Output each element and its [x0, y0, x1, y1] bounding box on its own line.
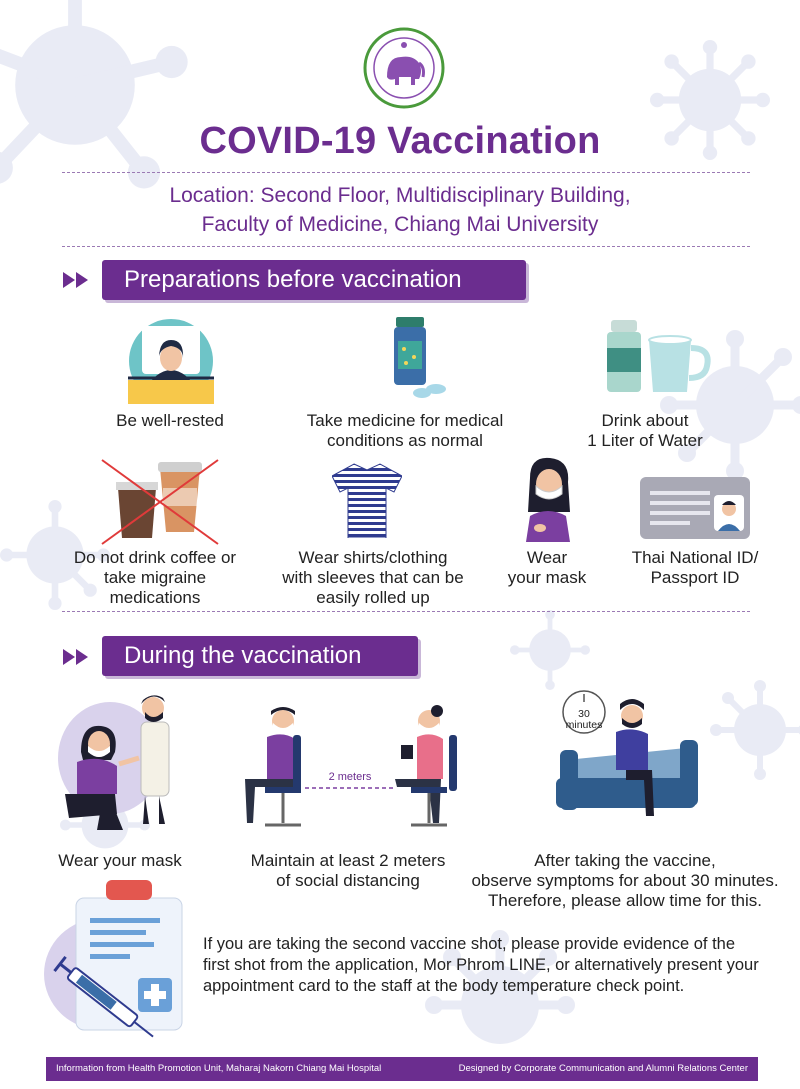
prep-label-id: Thai National ID/ Passport ID	[631, 548, 759, 587]
location-line-2: Faculty of Medicine, Chiang Mai University	[201, 213, 599, 236]
woman-with-mask-icon	[520, 456, 576, 542]
prep-label-mask: Wear your mask	[507, 548, 587, 587]
during-label-distance: Maintain at least 2 meters of social distancing	[250, 851, 446, 890]
virus-decoration-icon	[710, 680, 800, 780]
social-distancing-scene-icon	[225, 705, 465, 835]
double-chevron-icon	[63, 270, 93, 290]
footer-bar	[46, 1057, 758, 1081]
prep-label-medicine: Take medicine for medical conditions as normal	[306, 411, 504, 450]
divider	[62, 611, 750, 612]
no-coffee-icon	[100, 458, 220, 546]
timer-label: 30 minutes	[565, 708, 603, 731]
footer-source: Information from Health Promotion Unit, Maharaj Nakorn Chiang Mai Hospital	[56, 1063, 382, 1074]
medicine-bottle-icon	[392, 317, 448, 399]
striped-shirt-icon	[332, 462, 402, 538]
vaccination-scene-icon	[55, 690, 185, 830]
second-shot-note: If you are taking the second vaccine shot, please provide evidence of the first shot from the application, Mor Phrom LINE, or alternatively present your appointment card to the staff at the body temperature check point.	[203, 935, 759, 995]
virus-decoration-icon	[0, 0, 190, 200]
prep-label-sleeves: Wear shirts/clothing with sleeves that can be easily rolled up	[282, 548, 464, 607]
page-title: COVID-19 Vaccination	[199, 120, 601, 162]
footer-credit: Designed by Corporate Communication and Alumni Relations Center	[458, 1063, 748, 1074]
section-heading-preparations: Preparations before vaccination	[102, 260, 526, 300]
hospital-seal-logo	[363, 27, 445, 109]
virus-decoration-icon	[510, 610, 590, 690]
location-line-1: Location: Second Floor, Multidisciplinary Building,	[169, 184, 631, 207]
during-label-mask: Wear your mask	[58, 851, 182, 870]
prep-label-rest: Be well-rested	[116, 411, 224, 430]
prep-label-water: Drink about 1 Liter of Water	[587, 411, 703, 450]
double-chevron-icon	[63, 647, 93, 667]
water-bottle-and-mug-icon	[607, 320, 715, 394]
during-label-observe: After taking the vaccine, observe symptoms for about 30 minutes. Therefore, please allow time for this.	[471, 851, 779, 910]
prep-label-no-coffee: Do not drink coffee or take migraine medications	[73, 548, 237, 607]
divider	[62, 172, 750, 173]
clipboard-syringe-icon	[42, 878, 192, 1040]
id-card-icon	[640, 477, 750, 539]
section-heading-during: During the vaccination	[102, 636, 418, 676]
distance-label: 2 meters	[315, 771, 385, 783]
divider	[62, 246, 750, 247]
sleeping-person-icon	[128, 318, 214, 404]
